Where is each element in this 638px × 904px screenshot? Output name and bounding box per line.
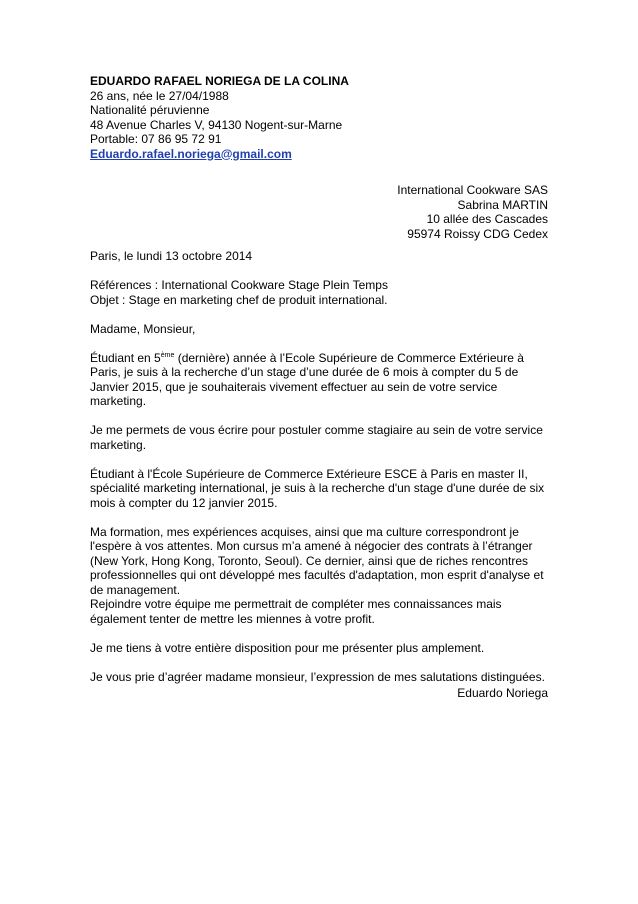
letter-references: Références : International Cookware Stage Plein Temps bbox=[90, 278, 388, 292]
letter-paragraph-5: Rejoindre votre équipe me permettrait de compléter mes connaissances mais également tenter de mettre les miennes à votre profit. bbox=[90, 597, 502, 626]
letter-paragraph-2: Je me permets de vous écrire pour postuler comme stagiaire au sein de votre service marketing. bbox=[90, 423, 543, 452]
sender-address: 48 Avenue Charles V, 94130 Nogent-sur-Marne bbox=[90, 117, 343, 132]
letter-paragraph-3: Étudiant à l'École Supérieure de Commerce Extérieure ESCE à Paris en master II, spécialité marketing international, je suis à la recherche d'un stage d'une durée de six mois à compter du 12 janvier 2015. bbox=[90, 466, 545, 510]
sender-nationality: Nationalité péruvienne bbox=[90, 103, 210, 117]
sender-name: EDUARDO RAFAEL NORIEGA DE LA COLINA bbox=[90, 74, 349, 88]
p1-start: Étudiant en 5 bbox=[90, 350, 161, 365]
sender-age-birth: 26 ans, née le 27/04/1988 bbox=[90, 88, 229, 103]
sender-block bbox=[90, 74, 550, 161]
recipient-city: 95974 Roissy CDG Cedex bbox=[407, 226, 548, 241]
letter-paragraph-1 bbox=[90, 351, 550, 409]
letter-body bbox=[90, 249, 550, 699]
letter-paragraph-7: Je vous prie d’agréer madame monsieur, l’expression de mes salutations distinguées. bbox=[90, 669, 545, 684]
recipient-company: International Cookware SAS bbox=[397, 183, 548, 197]
sender-email-link[interactable]: Eduardo.rafael.noriega@gmail.com bbox=[90, 146, 292, 161]
signature: Eduardo Noriega bbox=[457, 686, 548, 700]
p1-superscript: ème bbox=[160, 351, 175, 359]
letter-paragraph-6: Je me tiens à votre entière disposition pour me présenter plus amplement. bbox=[90, 640, 485, 655]
recipient-street: 10 allée des Cascades bbox=[426, 212, 548, 226]
recipient-contact: Sabrina MARTIN bbox=[457, 197, 548, 212]
letter-subject: Objet : Stage en marketing chef de produit international. bbox=[90, 292, 388, 307]
letter-salutation: Madame, Monsieur, bbox=[90, 321, 196, 336]
letter-paragraph-4: Ma formation, mes expériences acquises, ainsi que ma culture correspondront je l'espère à vos attentes. Mon cursus m’a amené à négocier des contrats à l’étranger (New York, Hong Kong, Toronto, Seoul). Ce dernier, ainsi que de riches rencontres professionnelles qui ont développé mes facultés d'adaptation, mon esprit d'analyse et de management. bbox=[90, 524, 544, 597]
p1-rest: (dernière) année à l’Ecole Supérieure de Commerce Extérieure à Paris, je suis à la recherche d’un stage d’une durée de 6 mois à compter du 5 de Janvier 2015, que je souhaiterais vivement effectuer au sein de votre service marketing. bbox=[90, 350, 524, 408]
letter-date: Paris, le lundi 13 octobre 2014 bbox=[90, 249, 253, 263]
recipient-block bbox=[397, 183, 548, 241]
sender-phone: Portable: 07 86 95 72 91 bbox=[90, 132, 222, 146]
